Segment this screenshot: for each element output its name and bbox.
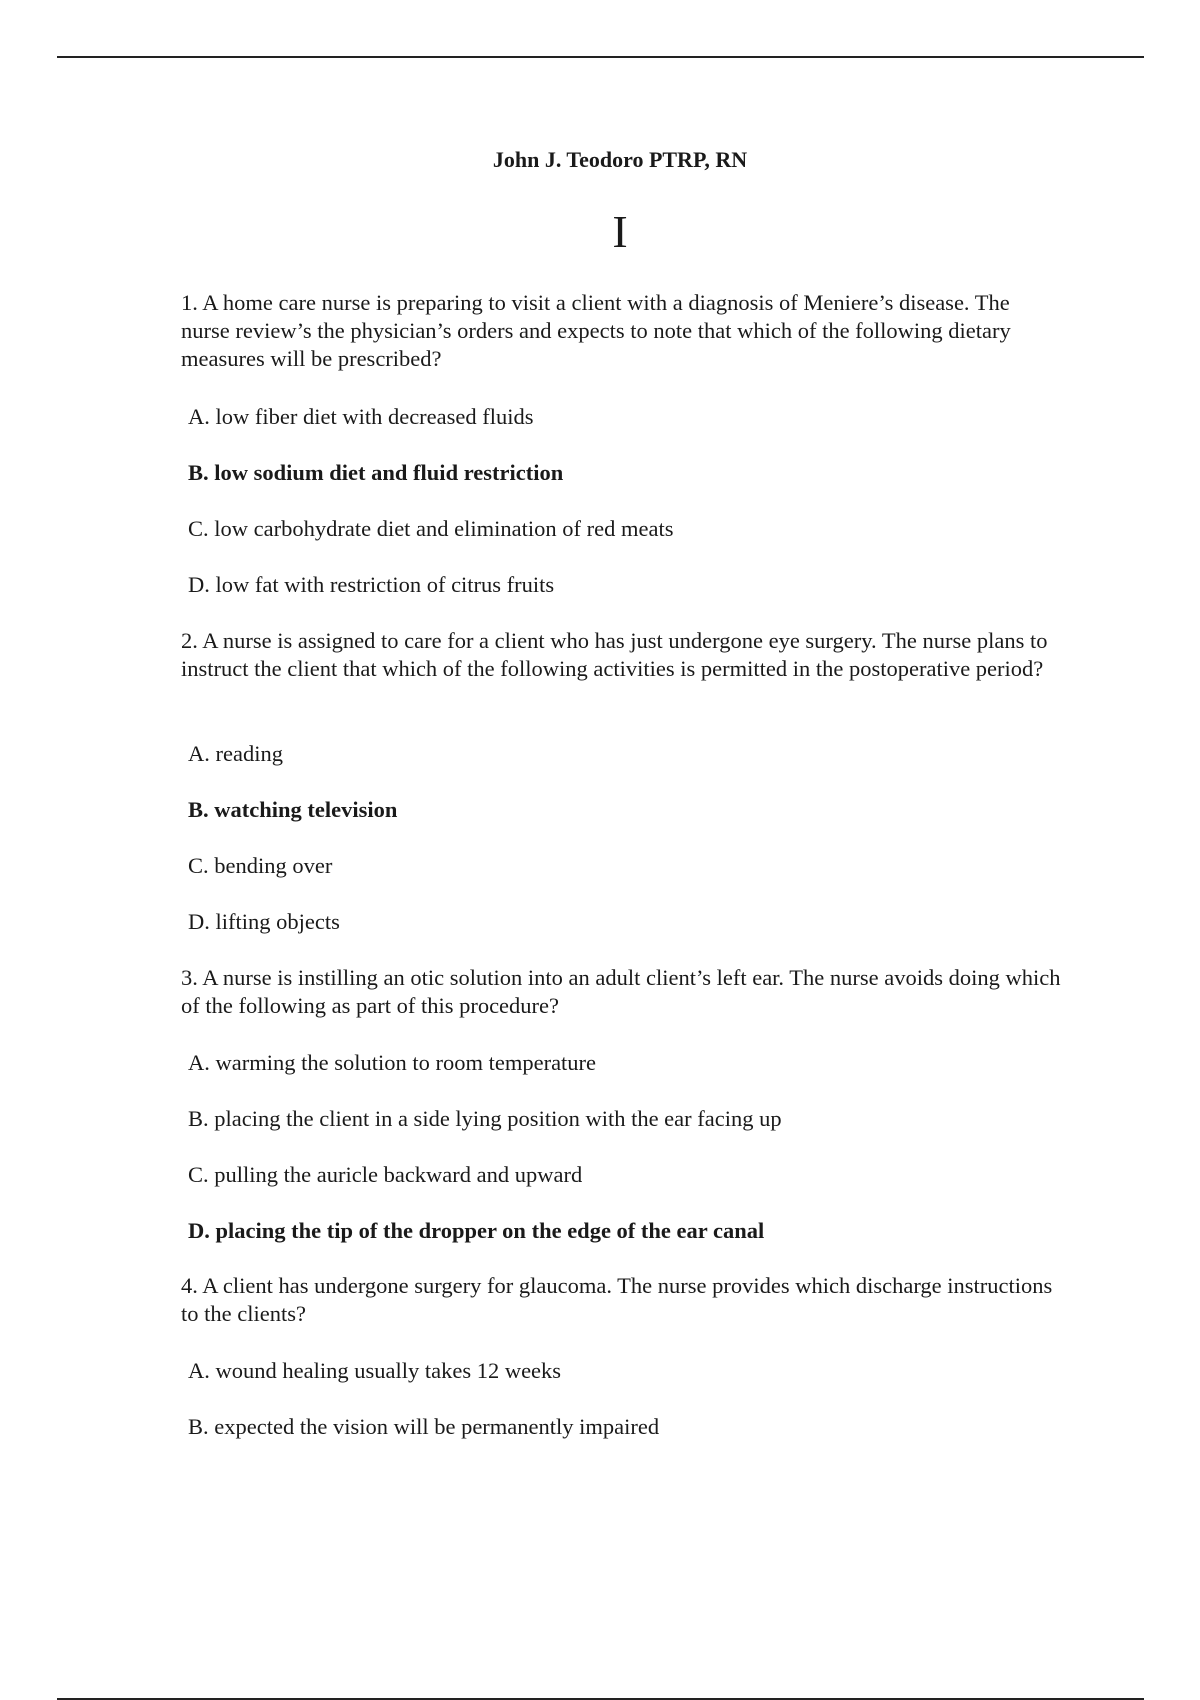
question-1-option-b-answer: B. low sodium diet and fluid restriction bbox=[188, 460, 564, 485]
question-2-option-b-answer: B. watching television bbox=[188, 797, 398, 822]
question-2-option-a: A. reading bbox=[188, 741, 283, 766]
question-3-text: 3. A nurse is instilling an otic solution into an adult client’s left ear. The nurse avoids doing which of the following as part of this procedure? bbox=[181, 965, 1061, 1018]
top-divider bbox=[57, 56, 1144, 58]
question-4-option-b: B. expected the vision will be permanently impaired bbox=[188, 1414, 660, 1439]
question-3-option-d-answer: D. placing the tip of the dropper on the edge of the ear canal bbox=[188, 1218, 765, 1243]
question-1-option-c: C. low carbohydrate diet and elimination of red meats bbox=[188, 516, 674, 541]
question-1-option-a: A. low fiber diet with decreased fluids bbox=[188, 404, 534, 429]
section-numeral: I bbox=[612, 206, 628, 257]
question-1-option-d: D. low fat with restriction of citrus fruits bbox=[188, 572, 555, 597]
question-2-option-c: C. bending over bbox=[188, 853, 333, 878]
question-4-text: 4. A client has undergone surgery for glaucoma. The nurse provides which discharge instructions to the clients? bbox=[181, 1273, 1053, 1326]
question-3-option-c: C. pulling the auricle backward and upward bbox=[188, 1162, 583, 1187]
question-3-option-b: B. placing the client in a side lying position with the ear facing up bbox=[188, 1106, 782, 1131]
question-2-text: 2. A nurse is assigned to care for a client who has just undergone eye surgery. The nurse plans to instruct the client that which of the following activities is permitted in the postoperative period? bbox=[181, 628, 1048, 681]
question-1-text: 1. A home care nurse is preparing to visit a client with a diagnosis of Meniere’s disease. The nurse review’s the physician’s orders and expects to note that which of the following dietary measures will be prescribed? bbox=[181, 290, 1011, 371]
question-3-option-a: A. warming the solution to room temperature bbox=[188, 1050, 597, 1075]
question-4-option-a: A. wound healing usually takes 12 weeks bbox=[188, 1358, 562, 1383]
question-2-option-d: D. lifting objects bbox=[188, 909, 340, 934]
author-header: John J. Teodoro PTRP, RN bbox=[492, 147, 748, 172]
